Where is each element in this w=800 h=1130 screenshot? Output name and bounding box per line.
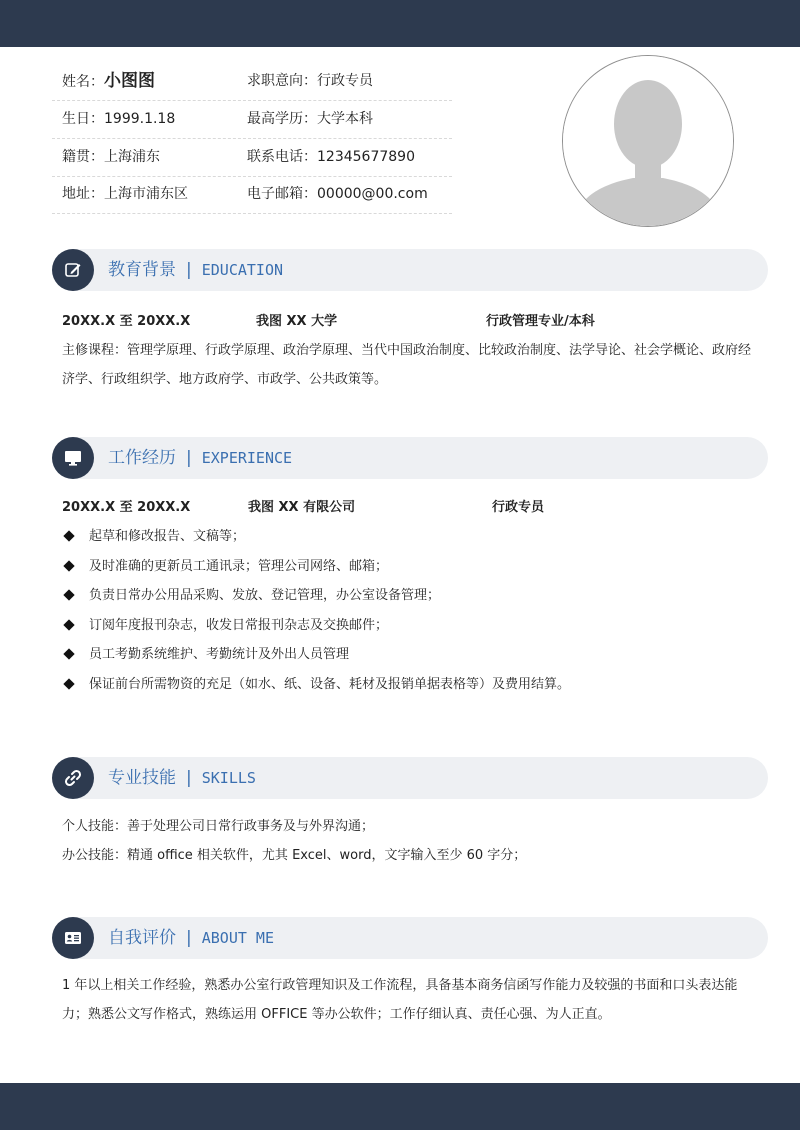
bottom-band [0,1083,800,1130]
education-courses: 主修课程：管理学原理、行政学原理、政治学原理、当代中国政治制度、比较政治制度、法学导论、社会学概论、政府经济学、行政组织学、地方政府学、市政学、公共政策等。 [62,343,752,387]
intent-field [247,63,373,100]
skills-separator: | [186,768,192,788]
education-period: 20XX.X 至 20XX.X [62,314,191,329]
diamond-bullet-icon [63,530,74,541]
experience-position: 行政专员 [492,500,545,515]
phone-value: 12345677890 [317,149,415,165]
phone-label: 联系电话： [247,149,317,165]
experience-title [108,437,292,479]
about-header [52,917,768,959]
diamond-bullet-icon [63,589,74,600]
info-row-address [52,176,452,214]
address-value: 上海市浦东区 [104,186,188,202]
experience-separator: | [186,448,192,468]
education-title [108,249,283,291]
diamond-bullet-icon [63,678,74,689]
birth-label: 生日： [62,111,104,127]
person-silhouette-icon [563,56,733,226]
duty-item [62,581,440,610]
duty-item [62,552,388,581]
id-card-icon [52,917,94,959]
diamond-bullet-icon [63,619,74,630]
origin-value: 上海浦东 [104,149,160,165]
skills-title-cn: 专业技能 [108,768,176,788]
education-header [52,249,768,291]
education-separator: | [186,260,192,280]
degree-value: 大学本科 [317,111,373,127]
edit-icon [52,249,94,291]
birth-value: 1999.1.18 [104,111,176,127]
phone-field [247,139,415,176]
skills-personal: 个人技能：善于处理公司日常行政事务及与外界沟通； [62,819,375,834]
intent-value: 行政专员 [317,73,373,89]
education-title-en: EDUCATION [201,261,284,279]
degree-label: 最高学历： [247,111,317,127]
origin-field [62,139,160,176]
info-row-birth [52,101,452,139]
duty-text: 保证前台所需物资的充足（如水、纸、设备、耗材及报销单据表格等）及费用结算。 [89,677,571,692]
about-separator: | [186,928,192,948]
skills-office: 办公技能：精通 office 相关软件，尤其 Excel、word，文字输入至少 60 字分； [62,848,527,863]
name-label: 姓名： [62,74,104,90]
top-band [0,0,800,47]
address-field [62,176,188,213]
about-title [108,917,274,959]
skills-title [108,757,256,799]
email-value: 00000@00.com [317,186,428,202]
experience-period: 20XX.X 至 20XX.X [62,500,191,515]
duty-item [62,670,570,699]
duty-text: 订阅年度报刊杂志，收发日常报刊杂志及交换邮件； [89,618,389,633]
about-title-en: ABOUT ME [201,929,274,947]
duty-text: 员工考勤系统维护、考勤统计及外出人员管理 [89,647,350,662]
duty-text: 负责日常办公用品采购、发放、登记管理，办公室设备管理； [89,588,441,603]
duty-item [62,640,349,669]
education-major: 行政管理专业/本科 [486,314,595,329]
about-text: 1 年以上相关工作经验，熟悉办公室行政管理知识及工作流程，具备基本商务信函写作能力及较强的书面和口头表达能力；熟悉公文写作格式，熟练运用 OFFICE 等办公软件；工作仔细认真、责任心强、为人正直。 [62,978,738,1022]
link-icon [52,757,94,799]
degree-field [247,101,373,138]
birth-field [62,101,175,138]
origin-label: 籍贯： [62,149,104,165]
education-school: 我图 XX 大学 [256,314,338,329]
info-row-name [52,63,452,101]
duty-item [62,611,388,640]
profile-photo-placeholder [562,55,734,227]
address-label: 地址： [62,186,104,202]
intent-label: 求职意向： [247,73,317,89]
diamond-bullet-icon [63,560,74,571]
name-field [62,63,155,100]
diamond-bullet-icon [63,648,74,659]
duty-text: 及时准确的更新员工通讯录；管理公司网络、邮箱； [89,559,389,574]
email-label: 电子邮箱： [247,186,317,202]
monitor-icon [52,437,94,479]
skills-header [52,757,768,799]
duty-item [62,522,245,551]
duty-text: 起草和修改报告、文稿等； [89,529,246,544]
email-field [247,176,428,213]
experience-header [52,437,768,479]
experience-title-en: EXPERIENCE [201,449,293,467]
education-title-cn: 教育背景 [108,260,176,280]
name-value: 小图图 [104,71,155,91]
about-title-cn: 自我评价 [108,928,176,948]
experience-title-cn: 工作经历 [108,448,176,468]
experience-company: 我图 XX 有限公司 [248,500,356,515]
info-row-origin [52,139,452,177]
skills-title-en: SKILLS [201,769,256,787]
